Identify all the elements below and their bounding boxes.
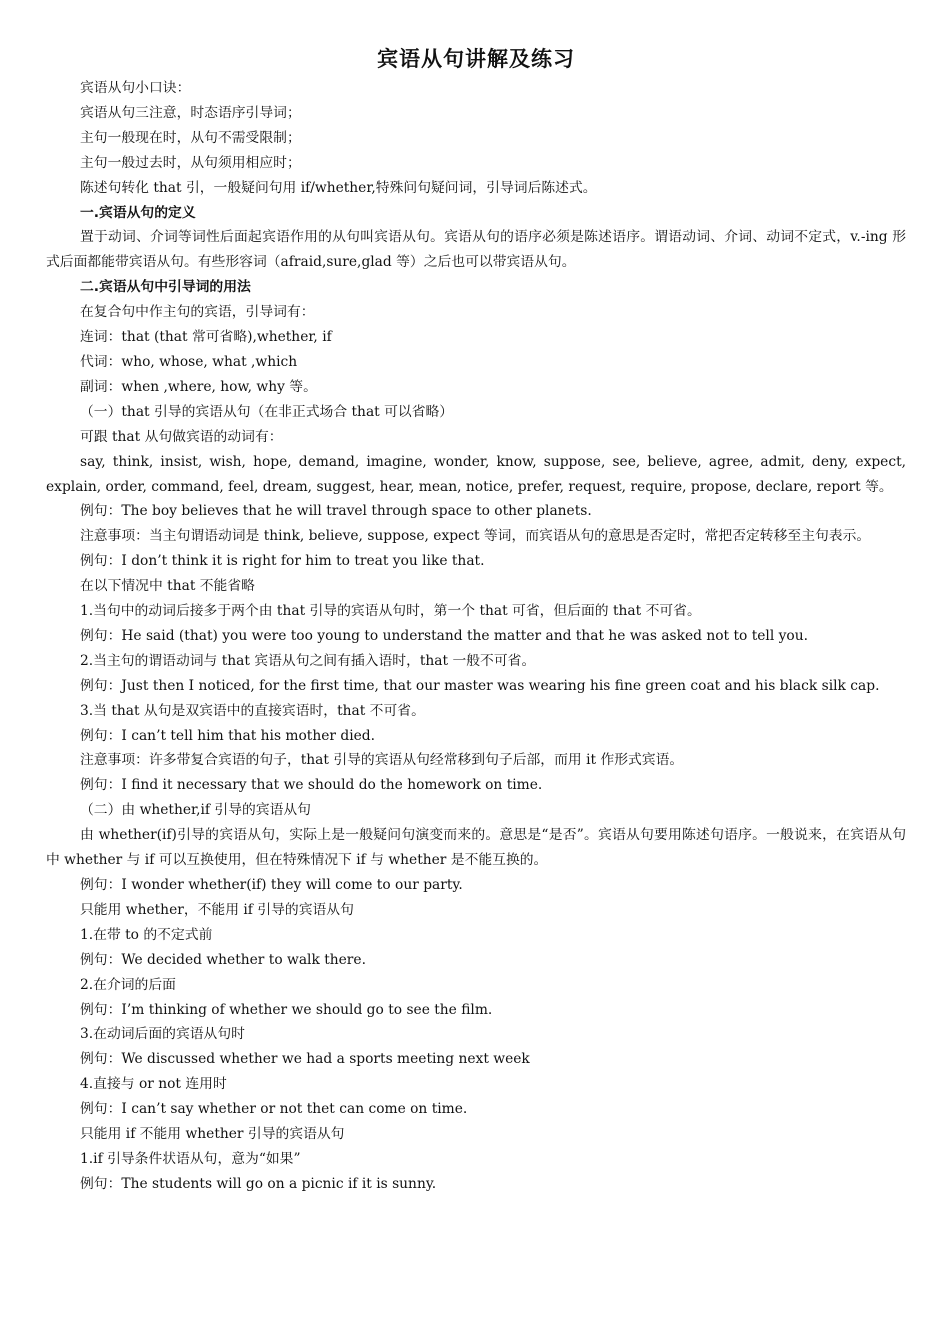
text-paragraph: 由 whether(if)引导的宾语从句，实际上是一般疑问句演变而来的。意思是“是否”。宾语从句要用陈述句语序。一般说来，在宾语从句中 whether 与 if 可以互换使用，但在特殊情况下 if 与 whether 是不能互换的。 bbox=[46, 827, 906, 869]
text-paragraph: 连词：that (that 常可省略),whether, if bbox=[80, 329, 332, 346]
text-paragraph: 例句：He said (that) you were too young to understand the matter and that he was asked not to tell you. bbox=[80, 627, 809, 644]
text-paragraph: 例句：We discussed whether we had a sports meeting next week bbox=[80, 1051, 530, 1068]
text-paragraph: 3.在动词后面的宾语从句时 bbox=[80, 1026, 245, 1043]
text-paragraph: 例句：The boy believes that he will travel through space to other planets. bbox=[80, 503, 592, 520]
text-paragraph: 例句：I find it necessary that we should do the homework on time. bbox=[80, 777, 543, 794]
text-paragraph: 置于动词、介词等词性后面起宾语作用的从句叫宾语从句。宾语从句的语序必须是陈述语序。谓语动词、介词、动词不定式，v.-ing 形式后面都能带宾语从句。有些形容词（afraid,sure,glad 等）之后也可以带宾语从句。 bbox=[46, 229, 906, 271]
text-paragraph: 4.直接与 or not 连用时 bbox=[80, 1076, 227, 1093]
text-paragraph: 1.当句中的动词后接多于两个由 that 引导的宾语从句时，第一个 that 可省，但后面的 that 不可省。 bbox=[80, 603, 701, 620]
page-title: 宾语从句讲解及练习 bbox=[377, 47, 575, 71]
section-heading: 二.宾语从句中引导词的用法 bbox=[80, 279, 251, 296]
text-paragraph: 宾语从句小口诀： bbox=[80, 80, 191, 96]
text-paragraph: 1.在带 to 的不定式前 bbox=[80, 926, 213, 943]
text-paragraph: 注意事项：许多带复合宾语的句子，that 引导的宾语从句经常移到句子后部，而用 it 作形式宾语。 bbox=[80, 752, 684, 769]
text-paragraph: 宾语从句三注意，时态语序引导词； bbox=[80, 104, 301, 121]
section-heading: 一.宾语从句的定义 bbox=[80, 204, 196, 221]
text-paragraph: 注意事项：当主句谓语动词是 think, believe, suppose, expect 等词，而宾语从句的意思是否定时，常把否定转移至主句表示。 bbox=[80, 528, 871, 545]
text-paragraph: 例句：The students will go on a picnic if it is sunny. bbox=[80, 1175, 437, 1192]
text-paragraph: 陈述句转化 that 引，一般疑问句用 if/whether,特殊问句疑问词，引导词后陈述式。 bbox=[80, 179, 597, 196]
text-paragraph: 在复合句中作主句的宾语，引导词有： bbox=[80, 304, 315, 321]
text-paragraph: 副词：when ,where, how, why 等。 bbox=[80, 378, 317, 395]
text-paragraph: 例句：I can’t tell him that his mother died. bbox=[80, 727, 376, 744]
text-paragraph: 1.if 引导条件状语从句，意为“如果” bbox=[80, 1150, 301, 1167]
text-paragraph: （一）that 引导的宾语从句（在非正式场合 that 可以省略） bbox=[80, 403, 454, 420]
text-paragraph: 2.当主句的谓语动词与 that 宾语从句之间有插入语时，that 一般不可省。 bbox=[80, 652, 536, 669]
text-paragraph: 代词：who, whose, what ,which bbox=[80, 353, 298, 370]
text-paragraph: 2.在介词的后面 bbox=[80, 976, 176, 993]
text-paragraph: 只能用 whether，不能用 if 引导的宾语从句 bbox=[80, 901, 354, 918]
text-paragraph: 只能用 if 不能用 whether 引导的宾语从句 bbox=[80, 1126, 345, 1143]
text-paragraph: 例句：I don’t think it is right for him to treat you like that. bbox=[80, 553, 485, 570]
text-paragraph: （二）由 whether,if 引导的宾语从句 bbox=[80, 802, 311, 819]
text-paragraph: say, think, insist, wish, hope, demand, imagine, wonder, know, suppose, see, believe, agree, admit, deny, expect, explain, order, command, feel, dream, suggest, hear, mean, notice, prefer, request, require, propose, declare, report 等。 bbox=[46, 453, 906, 495]
document-body bbox=[46, 76, 906, 1197]
text-paragraph: 例句：I wonder whether(if) they will come to our party. bbox=[80, 877, 463, 893]
text-paragraph: 例句：Just then I noticed, for the first time, that our master was wearing his fine green coat and his black silk cap. bbox=[80, 677, 880, 694]
text-paragraph: 主句一般过去时，从句须用相应时； bbox=[80, 154, 301, 171]
text-paragraph: 在以下情况中 that 不能省略 bbox=[80, 578, 255, 595]
text-paragraph: 主句一般现在时，从句不需受限制； bbox=[80, 129, 301, 146]
text-paragraph: 例句：I’m thinking of whether we should go to see the film. bbox=[80, 1001, 493, 1018]
text-paragraph: 3.当 that 从句是双宾语中的直接宾语时，that 不可省。 bbox=[80, 702, 425, 719]
text-paragraph: 可跟 that 从句做宾语的动词有： bbox=[80, 428, 283, 445]
text-paragraph: 例句：I can’t say whether or not thet can come on time. bbox=[80, 1101, 468, 1118]
text-paragraph: 例句：We decided whether to walk there. bbox=[80, 951, 366, 968]
